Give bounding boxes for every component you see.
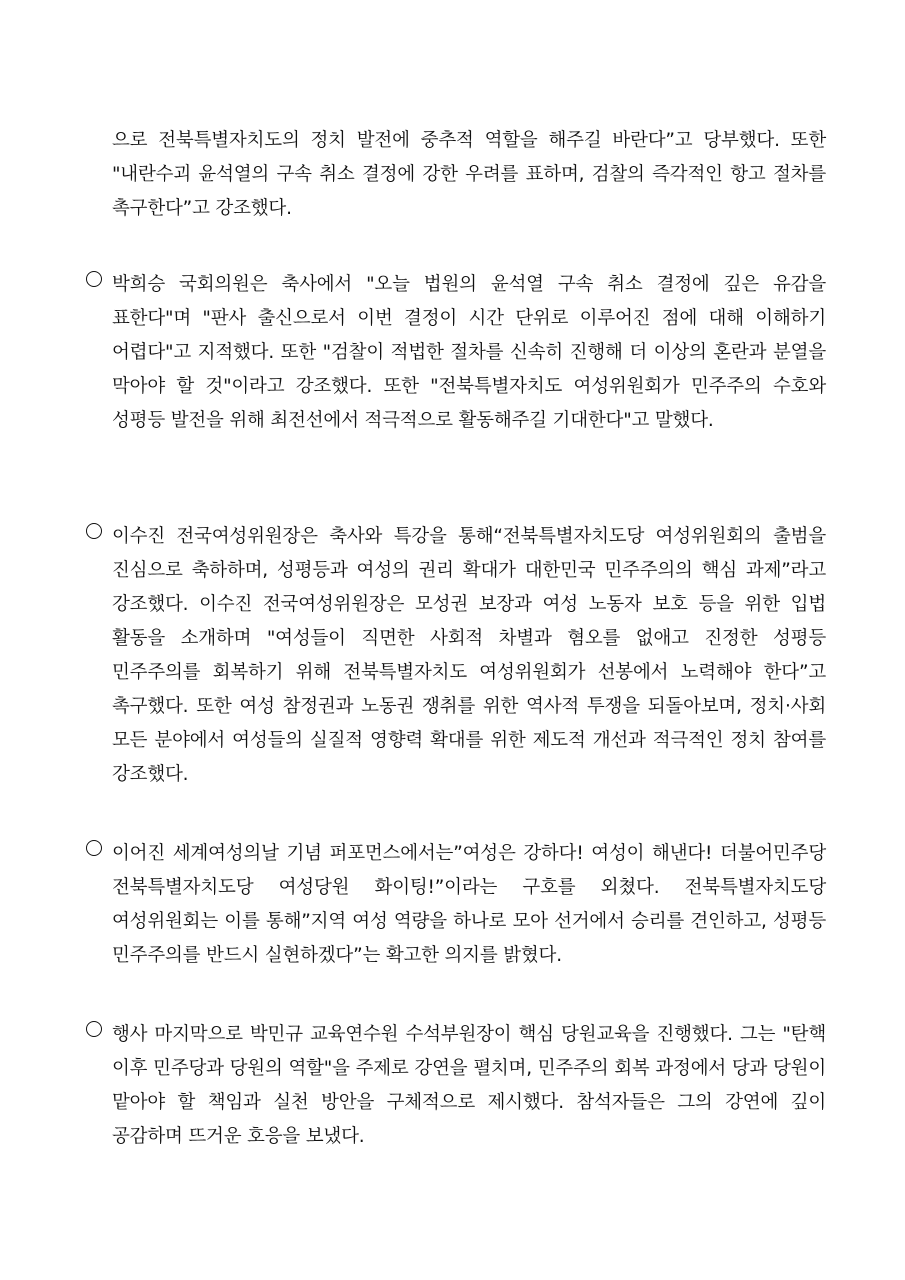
paragraph-text: 으로 전북특별자치도의 정치 발전에 중추적 역할을 해주길 바란다”고 당부했다. 또한 "내란수괴 윤석열의 구속 취소 결정에 강한 우려를 표하며, 검찰의 즉각적인 항고 절차를 촉구한다”고 강조했다. — [112, 130, 826, 219]
paragraph-lee-soojin — [86, 520, 826, 792]
paragraph-continuation — [86, 124, 826, 226]
circle-bullet-icon — [86, 271, 102, 287]
circle-bullet-icon — [86, 840, 102, 856]
paragraph-performance — [86, 837, 826, 973]
circle-bullet-icon — [86, 523, 102, 539]
paragraph-text: 이수진 전국여성위원장은 축사와 특강을 통해“전북특별자치도당 여성위원회의 출범을 진심으로 축하하며, 성평등과 여성의 권리 확대가 대한민국 민주주의의 핵심 과제”라고 강조했다. 이수진 전국여성위원장은 모성권 보장과 여성 노동자 보호 등을 위한 입법 활동을 소개하며 "여성들이 직면한 사회적 차별과 혐오를 없애고 진정한 성평등 민주주의를 회복하기 위해 전북특별자치도 여성위원회가 선봉에서 노력해야 한다”고 촉구했다. 또한 여성 참정권과 노동권 쟁취를 위한 역사적 투쟁을 되돌아보며, 정치·사회 모든 분야에서 여성들의 실질적 영향력 확대를 위한 제도적 개선과 적극적인 정치 참여를 강조했다. — [112, 526, 826, 785]
paragraph-education — [86, 1018, 826, 1154]
paragraph-park-heeseung — [86, 268, 826, 438]
circle-bullet-icon — [86, 1021, 102, 1037]
paragraph-text: 이어진 세계여성의날 기념 퍼포먼스에서는”여성은 강하다! 여성이 해낸다! 더불어민주당 전북특별자치도당 여성당원 화이팅!”이라는 구호를 외쳤다. 전북특별자치도당 여성위원회는 이를 통해”지역 여성 역량을 하나로 모아 선거에서 승리를 견인하고, 성평등 민주주의를 반드시 실현하겠다”는 확고한 의지를 밝혔다. — [112, 843, 826, 966]
paragraph-text: 행사 마지막으로 박민규 교육연수원 수석부원장이 핵심 당원교육을 진행했다. 그는 "탄핵 이후 민주당과 당원의 역할"을 주제로 강연을 펼치며, 민주주의 회복 과정에서 당과 당원이 맡아야 할 책임과 실천 방안을 구체적으로 제시했다. 참석자들은 그의 강연에 깊이 공감하며 뜨거운 호응을 보냈다. — [112, 1024, 826, 1147]
paragraph-text: 박희승 국회의원은 축사에서 "오늘 법원의 윤석열 구속 취소 결정에 깊은 유감을 표한다"며 "판사 출신으로서 이번 결정이 시간 단위로 이루어진 점에 대해 이해하기 어렵다"고 지적했다. 또한 "검찰이 적법한 절차를 신속히 진행해 더 이상의 혼란과 분열을 막아야 할 것"이라고 강조했다. 또한 "전북특별자치도 여성위원회가 민주주의 수호와 성평등 발전을 위해 최전선에서 적극적으로 활동해주길 기대한다"고 말했다. — [112, 274, 826, 431]
